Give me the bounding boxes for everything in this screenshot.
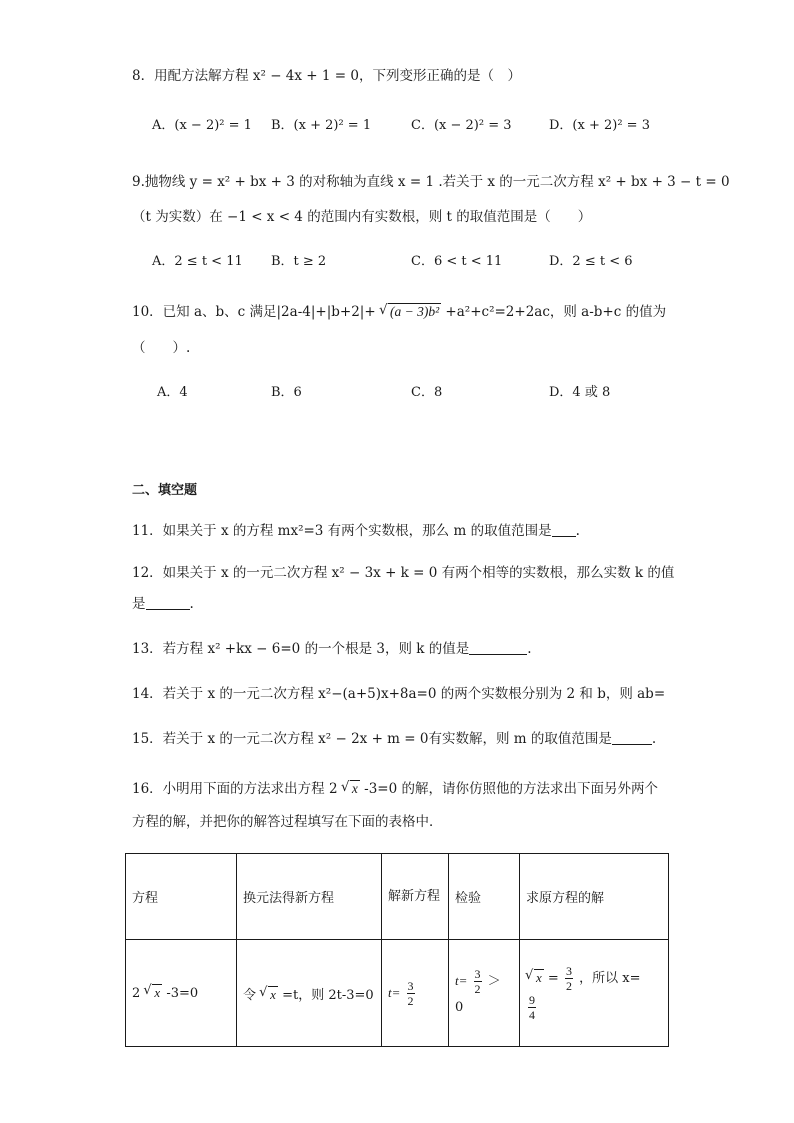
q12-line2 xyxy=(132,594,194,614)
cell-result-eq: = xyxy=(547,971,559,986)
frac-den: 2 xyxy=(565,979,572,993)
cell-equation-tail: -3=0 xyxy=(166,986,199,1001)
q15-blank[interactable] xyxy=(612,730,652,745)
table-header-row xyxy=(126,854,669,940)
cell-result-var: x xyxy=(536,970,542,985)
header-solve: 解新方程 xyxy=(382,854,449,940)
q9-option-b[interactable]: B．t ≥ 2 xyxy=(271,254,327,269)
cell-equation xyxy=(126,940,237,1047)
q16-text-a: 16．小明用下面的方法求出方程 2 xyxy=(132,781,338,797)
cell-sub-var: x xyxy=(270,986,276,1002)
cell-sub-sqrt xyxy=(260,987,278,1003)
cell-result-frac xyxy=(565,964,573,993)
cell-equation-sqrt xyxy=(144,985,162,1001)
q10-line2: （ ）. xyxy=(132,340,191,356)
q13-blank[interactable] xyxy=(469,640,527,655)
q16-line1 xyxy=(132,779,658,799)
q12-blank[interactable] xyxy=(146,595,190,610)
q8-option-d[interactable]: D．(x + 2)² = 3 xyxy=(549,118,650,133)
q9-line1: 9.抛物线 y = x² + bx + 3 的对称轴为直线 x = 1 .若关于 x 的一元二次方程 x² + bx + 3 − t = 0 xyxy=(132,174,730,190)
frac-num: 3 xyxy=(407,978,414,993)
q15-end: . xyxy=(651,731,657,747)
q13-end: . xyxy=(527,641,532,657)
q13-text: 13．若方程 x² +kx − 6=0 的一个根是 3，则 k 的值是 xyxy=(132,641,470,657)
q10-line1 xyxy=(132,302,666,322)
cell-solve-t: t= xyxy=(388,984,401,1000)
cell-check-frac xyxy=(474,967,482,996)
header-equation: 方程 xyxy=(126,854,237,940)
q15-text: 15．若关于 x 的一元二次方程 x² − 2x + m = 0有实数解，则 m 的取值范围是 xyxy=(132,731,612,747)
q10-sqrt-content: (a − 3)b² xyxy=(389,304,440,319)
cell-sub-tail: =t，则 2t-3=0 xyxy=(282,987,374,1003)
q10-option-c[interactable]: C．8 xyxy=(411,385,443,400)
q10-option-b[interactable]: B．6 xyxy=(271,385,302,400)
cell-result-sqrt xyxy=(526,967,544,990)
cell-result xyxy=(520,940,669,1047)
solution-table xyxy=(125,853,669,1047)
section-title: 二、填空题 xyxy=(132,483,198,498)
q10-option-d[interactable]: D．4 或 8 xyxy=(549,385,611,400)
x-den: 4 xyxy=(529,1008,535,1022)
frac-num: 3 xyxy=(565,964,572,978)
cell-check-zero: 0 xyxy=(455,999,464,1015)
q10-sqrt xyxy=(380,302,441,322)
cell-solve-frac xyxy=(407,979,415,1008)
header-result: 求原方程的解 xyxy=(520,854,669,940)
cell-sub-let: 令 xyxy=(243,987,257,1003)
q11-text: 11．如果关于 x 的方程 mx²=3 有两个实数根，那么 m 的取值范围是 xyxy=(132,523,552,539)
q11-blank[interactable] xyxy=(552,522,576,537)
cell-substitution xyxy=(237,940,382,1047)
cell-check-t: t= xyxy=(455,972,468,988)
q13 xyxy=(132,639,532,659)
q9-line2: （t 为实数）在 −1 < x < 4 的范围内有实数根，则 t 的取值范围是（ ） xyxy=(132,209,592,225)
q11-end: . xyxy=(575,523,580,539)
q14-text: 14．若关于 x 的一元二次方程 x²−(a+5)x+8a=0 的两个实数根分别为 2 和 b，则 ab= xyxy=(132,686,666,702)
header-check: 检验 xyxy=(449,854,520,940)
q10-text-a: 10．已知 a、b、c 满足|2a-4|+|b+2|+ xyxy=(132,304,376,320)
q9-option-d[interactable]: D．2 ≤ t < 6 xyxy=(549,254,633,269)
q8-text: 8．用配方法解方程 x² − 4x + 1 = 0，下列变形正确的是（ ） xyxy=(132,68,521,84)
q16-line2: 方程的解，并把你的解答过程填写在下面的表格中． xyxy=(132,814,443,830)
q8-option-b[interactable]: B．(x + 2)² = 1 xyxy=(271,118,372,133)
cell-result-x-frac xyxy=(528,993,536,1022)
cell-check-gt: ＞ xyxy=(487,973,501,989)
header-substitution: 换元法得新方程 xyxy=(237,854,382,940)
frac-den: 2 xyxy=(407,993,414,1008)
q16-sqrt xyxy=(342,779,360,799)
q10-text-b: +a²+c²=2+2ac，则 a-b+c 的值为 xyxy=(445,304,667,320)
q11 xyxy=(132,521,580,541)
cell-solve xyxy=(382,940,449,1047)
q12-end: . xyxy=(189,596,194,612)
frac-den: 2 xyxy=(474,981,481,996)
x-num: 9 xyxy=(529,993,535,1007)
q9-option-c[interactable]: C．6 < t < 11 xyxy=(411,254,503,269)
cell-check xyxy=(449,940,520,1047)
frac-num: 3 xyxy=(474,966,481,981)
cell-result-tail: ，所以 x= xyxy=(579,971,641,986)
cell-equation-coef: 2 xyxy=(132,986,141,1001)
cell-equation-var: x xyxy=(154,985,161,1000)
q12-line1: 12．如果关于 x 的一元二次方程 x² − 3x + k = 0 有两个相等的实数根，那么实数 k 的值 xyxy=(132,565,675,581)
table-row xyxy=(126,940,669,1047)
q16-sqrt-var: x xyxy=(351,781,358,796)
q9-option-a[interactable]: A．2 ≤ t < 11 xyxy=(152,254,243,269)
q8-option-c[interactable]: C．(x − 2)² = 3 xyxy=(411,118,512,133)
q15 xyxy=(132,729,656,749)
q8-option-a[interactable]: A．(x − 2)² = 1 xyxy=(152,118,252,133)
q10-option-a[interactable]: A．4 xyxy=(157,385,188,400)
q12-line2-text: 是 xyxy=(132,596,146,612)
q16-text-b: -3=0 的解，请你仿照他的方法求出下面另外两个 xyxy=(364,781,658,797)
